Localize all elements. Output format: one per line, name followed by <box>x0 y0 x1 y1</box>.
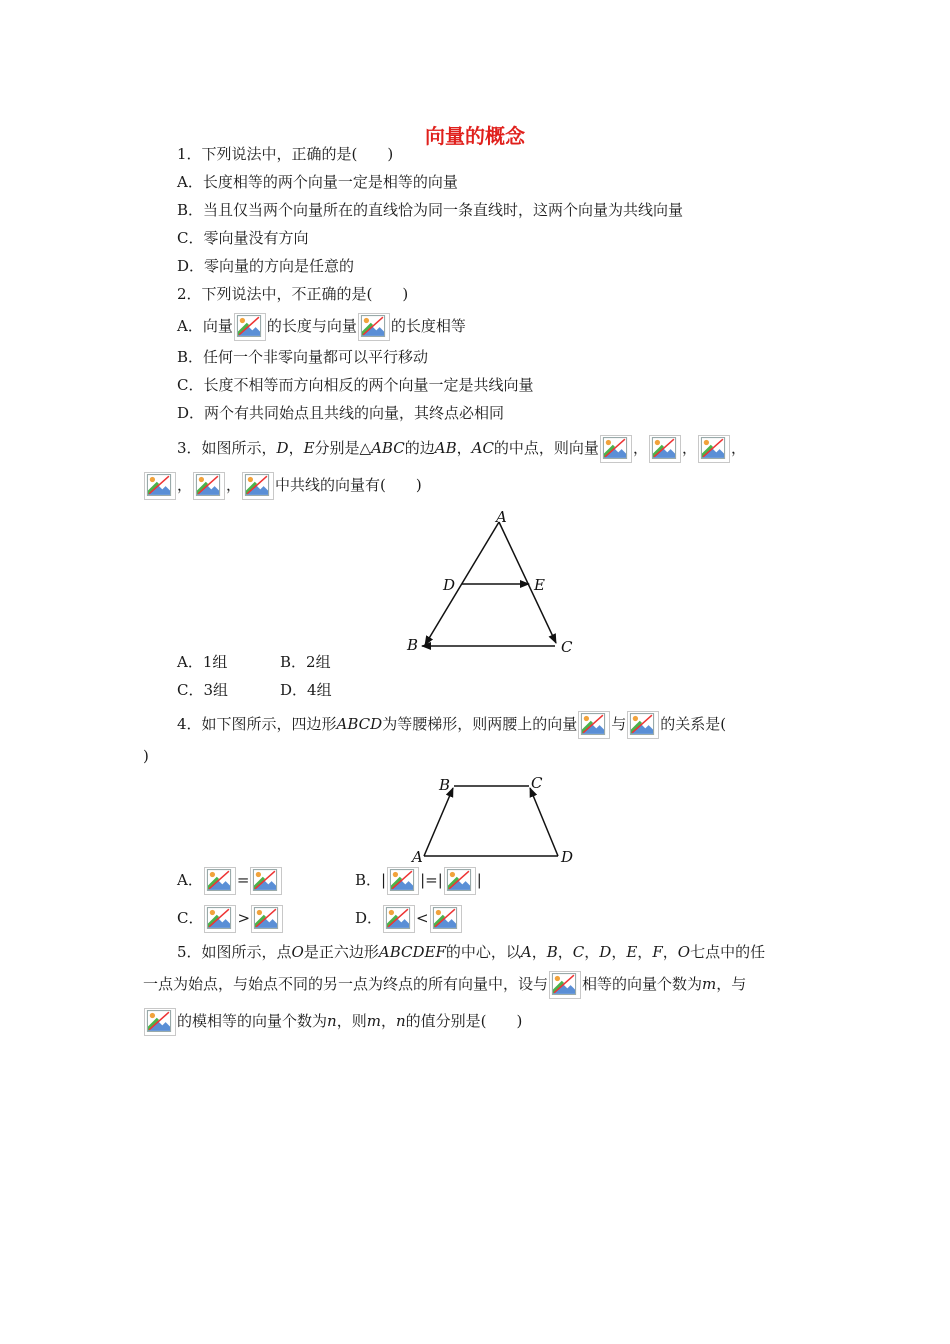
vector-ac <box>499 522 556 643</box>
q4-option-d <box>355 905 463 933</box>
q5-text: 5．如图所示，点 <box>177 943 292 961</box>
q5-var: O <box>291 943 304 961</box>
q4-text: 与 <box>611 715 627 733</box>
q4-text: 为等腰梯形，则两腰上的向量 <box>382 715 578 733</box>
q5-text: ， <box>611 943 627 961</box>
q4-text: 4．如下图所示，四边形 <box>177 715 337 733</box>
q4-line2: ) <box>143 747 149 765</box>
q3-option-c: C．3组 <box>177 681 229 699</box>
q2-stem: 2．下列说法中，不正确的是( ) <box>177 285 409 303</box>
q3-var: D <box>276 439 289 457</box>
q5-text: ，与 <box>716 975 747 993</box>
q5-var: n <box>327 1012 337 1030</box>
q3-text: ， <box>226 476 242 494</box>
q5-text: 的值分别是( ) <box>405 1012 523 1030</box>
q3-line1 <box>177 435 746 463</box>
q3-text: ， <box>288 439 304 457</box>
q2-option-c: C．长度不相等而方向相反的两个向量一定是共线向量 <box>177 376 534 394</box>
q1-option-d: D．零向量的方向是任意的 <box>177 257 355 275</box>
vector-image-icon <box>251 905 283 933</box>
label-b: B <box>439 776 451 794</box>
vector-image-icon <box>204 905 236 933</box>
q3-option-d: D．4组 <box>280 681 332 699</box>
label-d: D <box>443 576 456 594</box>
q3-text: 分别是△ <box>314 439 372 457</box>
q4-text: B．| <box>355 871 387 889</box>
q5-text: 的中心，以 <box>445 943 521 961</box>
q5-var: B <box>546 943 558 961</box>
q1-stem: 1．下列说法中，正确的是( ) <box>177 145 394 163</box>
vector-image-icon <box>578 711 610 739</box>
q5-text: ， <box>662 943 678 961</box>
q5-text: 相等的向量个数为 <box>582 975 703 993</box>
q5-text: 七点中的任 <box>690 943 766 961</box>
vector-image-icon <box>204 867 236 895</box>
q3-text: ， <box>730 439 746 457</box>
q5-var: A <box>520 943 532 961</box>
q3-text: ， <box>632 439 648 457</box>
q3-text: ， <box>177 476 193 494</box>
vector-ab <box>424 788 453 856</box>
q4-text: | <box>476 871 482 889</box>
q4-line1 <box>177 711 726 739</box>
q2-option-b: B．任何一个非零向量都可以平行移动 <box>177 348 429 366</box>
q3-var: ABC <box>371 439 405 457</box>
q5-line1 <box>177 941 765 963</box>
q4-text: < <box>416 909 429 927</box>
q5-text: ，则 <box>336 1012 367 1030</box>
vector-image-icon <box>549 971 581 999</box>
q4-text: A． <box>177 871 203 889</box>
q3-text: ， <box>456 439 472 457</box>
q5-var: ABCDEF <box>378 943 446 961</box>
q1-option-c: C．零向量没有方向 <box>177 229 309 247</box>
q3-var: E <box>303 439 315 457</box>
q3-text: 中共线的向量有( ) <box>275 476 422 494</box>
q3-text: 3．如图所示， <box>177 439 277 457</box>
q5-var: E <box>626 943 638 961</box>
q5-text: ， <box>380 1012 396 1030</box>
trapezoid-figure <box>405 770 580 866</box>
vector-image-icon <box>242 472 274 500</box>
triangle-figure <box>395 505 585 660</box>
vector-image-icon <box>193 472 225 500</box>
q4-text: 的关系是( <box>660 715 727 733</box>
q5-var: O <box>677 943 691 961</box>
vector-image-icon <box>649 435 681 463</box>
q5-var: m <box>702 975 717 993</box>
q3-option-b: B．2组 <box>280 653 331 671</box>
q5-text: 一点为始点，与始点不同的另一点为终点的所有向量中，设与 <box>143 975 549 993</box>
vector-image-icon <box>358 313 390 341</box>
q1-option-b: B．当且仅当两个向量所在的直线恰为同一条直线时，这两个向量为共线向量 <box>177 201 684 219</box>
q2-option-d: D．两个有共同始点且共线的向量，其终点必相同 <box>177 404 505 422</box>
vector-image-icon <box>383 905 415 933</box>
q5-text: 是正六边形 <box>303 943 379 961</box>
vector-image-icon <box>234 313 266 341</box>
q3-var: AC <box>471 439 494 457</box>
page-title: 向量的概念 <box>425 124 525 148</box>
q5-text: ， <box>531 943 547 961</box>
q5-text: 的模相等的向量个数为 <box>177 1012 328 1030</box>
q4-text: D． <box>355 909 383 927</box>
label-a: A <box>496 508 507 526</box>
q5-var: D <box>599 943 612 961</box>
q4-option-c <box>177 905 284 933</box>
label-b: B <box>407 636 419 654</box>
q5-text: ， <box>557 943 573 961</box>
q5-var: n <box>395 1012 406 1030</box>
vector-image-icon <box>444 867 476 895</box>
q3-text: ， <box>681 439 697 457</box>
q2-option-a <box>177 313 466 341</box>
q5-var: F <box>652 943 663 961</box>
q3-option-a: A．1组 <box>177 653 228 671</box>
q4-text: |=| <box>420 871 443 889</box>
vector-image-icon <box>144 1008 176 1036</box>
vector-image-icon <box>698 435 730 463</box>
vector-image-icon <box>600 435 632 463</box>
q5-var: C <box>572 943 585 961</box>
label-c: C <box>561 638 573 656</box>
q5-line2 <box>143 971 746 999</box>
q4-text: = <box>236 871 250 889</box>
q1-option-a: A．长度相等的两个向量一定是相等的向量 <box>177 173 458 191</box>
q5-line3 <box>143 1008 522 1036</box>
label-a: A <box>412 848 423 866</box>
q2-a-pre: A．向量 <box>177 317 233 335</box>
vector-image-icon <box>144 472 176 500</box>
vector-image-icon <box>387 867 419 895</box>
q4-option-b <box>355 867 482 895</box>
vector-image-icon <box>430 905 462 933</box>
q3-line2 <box>143 472 422 500</box>
q4-text: > <box>237 909 251 927</box>
q2-a-post: 的长度相等 <box>390 317 466 335</box>
vector-image-icon <box>250 867 282 895</box>
q3-text: 的中点，则向量 <box>493 439 599 457</box>
vector-image-icon <box>627 711 659 739</box>
q4-option-a <box>177 867 283 895</box>
vector-dc <box>530 788 558 856</box>
q5-text: ， <box>637 943 653 961</box>
q4-text: C． <box>177 909 204 927</box>
q4-var: ABCD <box>336 715 383 733</box>
label-e: E <box>534 576 545 594</box>
label-c: C <box>531 774 543 792</box>
q5-text: ， <box>584 943 600 961</box>
label-d: D <box>561 848 574 866</box>
q2-a-mid: 的长度与向量 <box>266 317 357 335</box>
q5-var: m <box>366 1012 381 1030</box>
q3-text: 的边 <box>404 439 435 457</box>
q3-var: AB <box>434 439 457 457</box>
